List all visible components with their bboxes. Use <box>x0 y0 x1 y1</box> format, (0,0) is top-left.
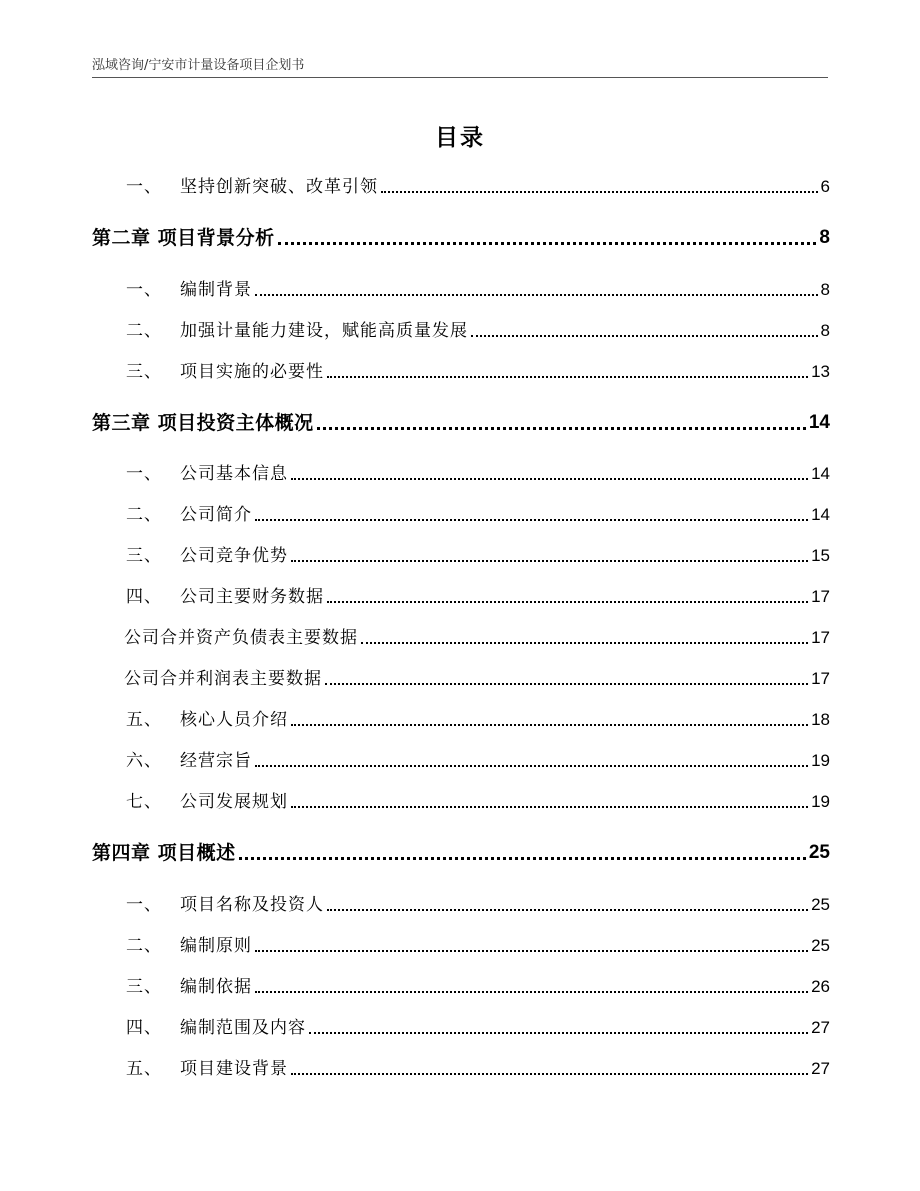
toc-entry[interactable] <box>92 360 830 384</box>
dot-leader <box>255 950 808 952</box>
dot-leader <box>381 191 818 193</box>
toc-title: 目录 <box>435 125 485 151</box>
toc-entry[interactable] <box>92 278 830 302</box>
toc-page-number: 8 <box>819 227 830 248</box>
dot-leader <box>255 519 808 521</box>
dot-leader <box>291 478 808 480</box>
toc-page-number: 8 <box>820 280 830 299</box>
toc-entry-label: 七、 公司发展规划 <box>126 792 288 812</box>
toc-entry-label: 四、 公司主要财务数据 <box>126 587 324 607</box>
toc-page-number: 6 <box>820 177 830 196</box>
dot-leader <box>327 376 808 378</box>
toc-entry[interactable] <box>92 585 830 609</box>
toc-page-number: 26 <box>811 977 830 996</box>
toc-entry[interactable] <box>92 544 830 568</box>
dot-leader <box>317 427 806 430</box>
toc-entry[interactable] <box>92 790 830 814</box>
toc-entry-label: 三、 项目实施的必要性 <box>126 362 324 382</box>
dot-leader <box>471 335 818 337</box>
dot-leader <box>291 806 808 808</box>
toc-page-number: 15 <box>811 546 830 565</box>
dot-leader <box>291 560 808 562</box>
toc-page-number: 27 <box>811 1018 830 1037</box>
toc-entry-label: 二、 公司简介 <box>126 505 252 525</box>
dot-leader <box>327 909 808 911</box>
dot-leader <box>255 765 808 767</box>
dot-leader <box>255 294 818 296</box>
toc-entry[interactable] <box>92 175 830 199</box>
toc-entry-label: 第三章 项目投资主体概况 <box>92 412 314 434</box>
toc-entry[interactable] <box>92 1016 830 1040</box>
toc-page-number: 25 <box>811 936 830 955</box>
toc-entry-label: 一、 项目名称及投资人 <box>126 895 324 915</box>
dot-leader <box>325 683 808 685</box>
toc-entry-label: 一、 编制背景 <box>126 280 252 300</box>
toc-entry[interactable] <box>92 893 830 917</box>
toc-page-number: 19 <box>811 792 830 811</box>
toc-entry[interactable] <box>92 749 830 773</box>
toc-entry-label: 三、 公司竞争优势 <box>126 546 288 566</box>
toc-page-number: 17 <box>811 628 830 647</box>
toc-page-number: 17 <box>811 587 830 606</box>
toc-chapter-entry[interactable] <box>92 226 830 250</box>
toc-chapter-entry[interactable] <box>92 411 830 435</box>
toc-entry-label: 一、 坚持创新突破、改革引领 <box>126 177 378 197</box>
dot-leader <box>255 991 808 993</box>
toc-entry-label: 三、 编制依据 <box>126 977 252 997</box>
toc-page-number: 14 <box>811 505 830 524</box>
toc-entry[interactable] <box>92 667 830 691</box>
toc-entry[interactable] <box>92 1057 830 1081</box>
toc-page-number: 17 <box>811 669 830 688</box>
toc-entry[interactable] <box>92 462 830 486</box>
toc-entry[interactable] <box>92 503 830 527</box>
toc-entry-label: 公司合并利润表主要数据 <box>124 669 322 689</box>
toc-entry-label: 二、 编制原则 <box>126 936 252 956</box>
toc-page-number: 14 <box>811 464 830 483</box>
dot-leader <box>327 601 808 603</box>
toc-entry-label: 六、 经营宗旨 <box>126 751 252 771</box>
toc-page-number: 27 <box>811 1059 830 1078</box>
dot-leader <box>239 857 806 860</box>
toc-entry-label: 一、 公司基本信息 <box>126 464 288 484</box>
toc-page-number: 18 <box>811 710 830 729</box>
toc-page-number: 19 <box>811 751 830 770</box>
dot-leader <box>291 1073 808 1075</box>
toc-page-number: 14 <box>808 412 830 433</box>
toc-entry[interactable] <box>92 626 830 650</box>
toc-entry-label: 五、 项目建设背景 <box>126 1059 288 1079</box>
toc-entry[interactable] <box>92 934 830 958</box>
toc-page-number: 25 <box>808 842 830 863</box>
toc-page-number: 25 <box>811 895 830 914</box>
toc-entry-label: 二、 加强计量能力建设，赋能高质量发展 <box>126 321 468 341</box>
dot-leader <box>361 642 808 644</box>
toc-entry-label: 公司合并资产负债表主要数据 <box>124 628 358 648</box>
dot-leader <box>278 242 817 245</box>
toc-entry-label: 第四章 项目概述 <box>92 842 236 864</box>
dot-leader <box>309 1032 808 1034</box>
toc-entry[interactable] <box>92 319 830 343</box>
toc-page-number: 8 <box>820 321 830 340</box>
toc-chapter-entry[interactable] <box>92 841 830 865</box>
toc-entry-label: 五、 核心人员介绍 <box>126 710 288 730</box>
toc-entry[interactable] <box>92 975 830 999</box>
toc-page-number: 13 <box>811 362 830 381</box>
header-rule <box>92 77 828 78</box>
toc-entry[interactable] <box>92 708 830 732</box>
toc-entry-label: 四、 编制范围及内容 <box>126 1018 306 1038</box>
toc-entry-label: 第二章 项目背景分析 <box>92 227 275 249</box>
dot-leader <box>291 724 808 726</box>
running-header: 泓域咨询/宁安市计量设备项目企划书 <box>92 58 305 73</box>
